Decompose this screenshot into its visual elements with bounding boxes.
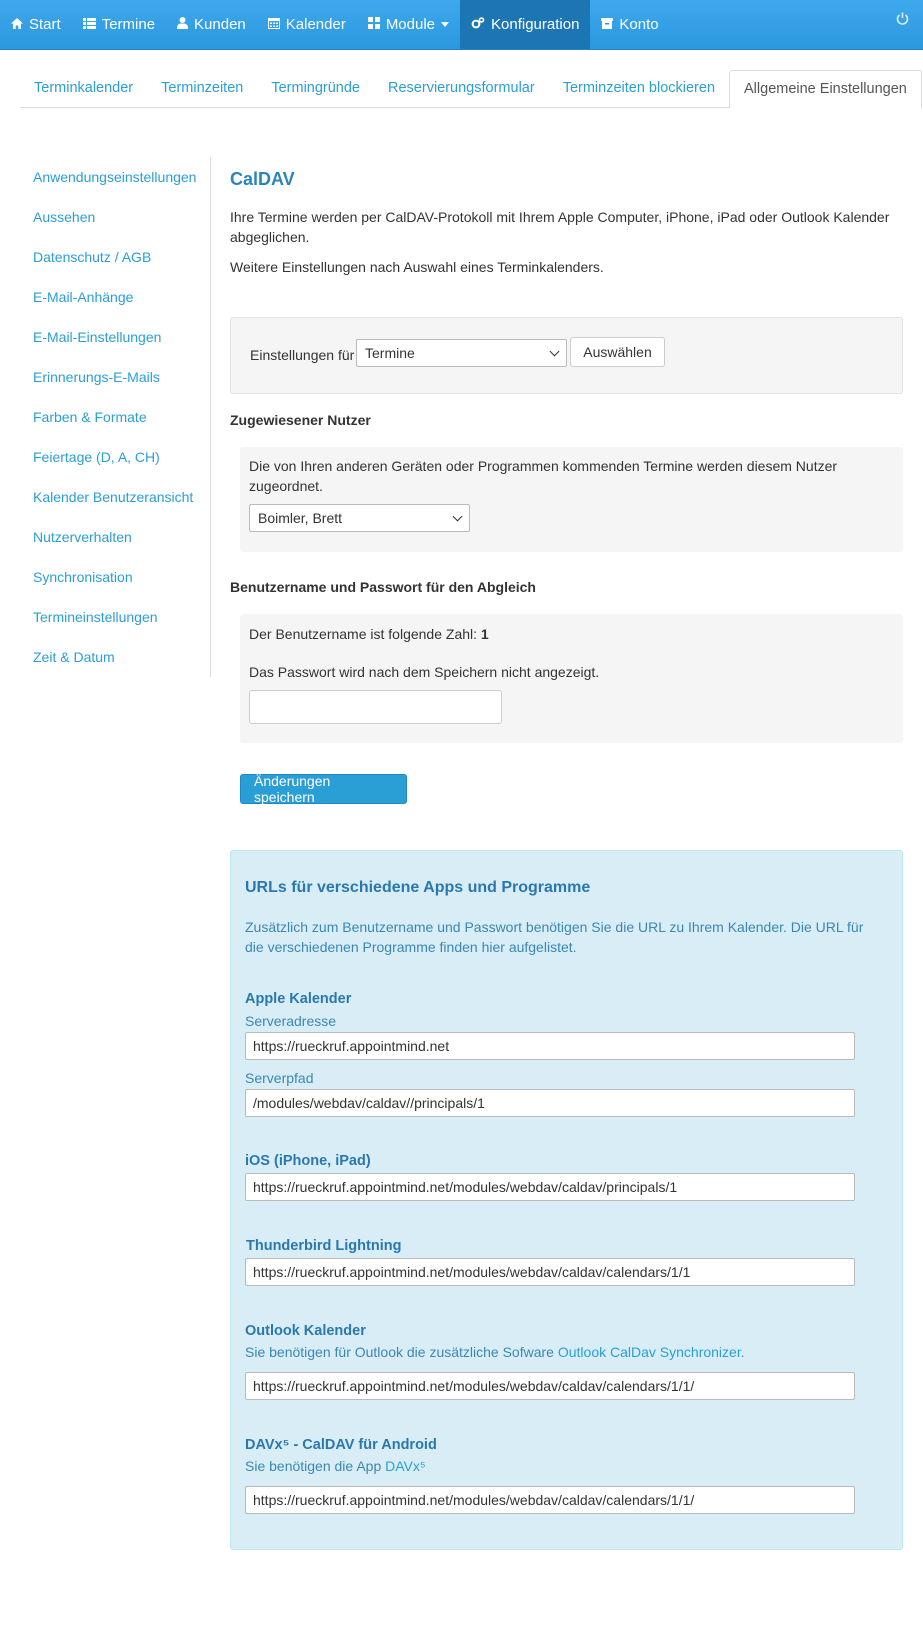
davx-url-field[interactable]: https://rueckruf.appointmind.net/modules/webdav/caldav/calendars/1/1/ [245, 1486, 855, 1514]
password-field[interactable] [249, 690, 502, 724]
assigned-user-select[interactable] [249, 504, 470, 532]
urls-info-box [230, 850, 903, 1550]
apple-server-field[interactable]: https://rueckruf.appointmind.net [245, 1032, 855, 1060]
ios-heading: iOS (iPhone, iPad) [245, 1153, 371, 1169]
list-icon [83, 17, 96, 32]
nav-module-label: Module [385, 16, 436, 33]
outlook-heading: Outlook Kalender [245, 1323, 366, 1339]
calendar-select[interactable] [356, 339, 567, 367]
nav-konfiguration-label: Konfiguration [491, 16, 580, 33]
calendar-select-value: Termine [365, 345, 415, 361]
account-icon [601, 17, 613, 32]
sidebar-item-email-einstellungen[interactable]: E-Mail-Einstellungen [33, 329, 162, 345]
chevron-down-icon [550, 346, 560, 356]
thunderbird-url-field[interactable]: https://rueckruf.appointmind.net/modules/webdav/caldav/calendars/1/1 [245, 1258, 855, 1286]
chevron-down-icon [441, 22, 449, 27]
main-content [230, 157, 903, 1508]
tab-allgemeine-einstellungen[interactable]: Allgemeine Einstellungen [729, 70, 922, 109]
credentials-well [240, 614, 903, 743]
tab-terminzeiten-blockieren[interactable]: Terminzeiten blockieren [562, 80, 716, 96]
apple-server-label: Serveradresse [245, 1013, 337, 1029]
username-value: 1 [480, 626, 489, 642]
sidebar-item-aussehen[interactable]: Aussehen [33, 209, 96, 225]
sidebar-item-email-anhaenge[interactable]: E-Mail-Anhänge [33, 289, 134, 305]
chevron-down-icon [453, 511, 463, 521]
save-button[interactable]: Änderungen speichern [240, 774, 407, 804]
assigned-user-value: Boimler, Brett [258, 510, 343, 526]
nav-konto-label: Konto [619, 16, 659, 33]
nav-kalender[interactable] [257, 0, 357, 49]
sidebar-item-kalender-benutzeransicht[interactable]: Kalender Benutzeransicht [33, 489, 194, 505]
select-button[interactable]: Auswählen [570, 337, 665, 367]
urls-intro: Zusätzlich zum Benutzername und Passwort benötigen Sie die URL zu Ihrem Kalender. Die URL für die verschiedenen Programme finden hier aufgelistet. [245, 919, 864, 955]
gears-icon [471, 17, 485, 32]
tab-terminzeiten[interactable]: Terminzeiten [161, 80, 244, 96]
tab-reservierungsformular[interactable]: Reservierungsformular [388, 80, 535, 96]
tab-terminkalender[interactable]: Terminkalender [34, 80, 134, 96]
settings-sidebar [20, 157, 211, 677]
sidebar-item-erinnerungs-emails[interactable]: Erinnerungs-E-Mails [33, 369, 160, 385]
davx-link[interactable]: DAVx⁵ [385, 1458, 426, 1474]
nav-termine[interactable] [72, 0, 166, 49]
tab-termingruende[interactable]: Termingründe [271, 80, 361, 96]
nav-kunden[interactable] [166, 0, 257, 49]
home-icon [11, 17, 23, 32]
sidebar-item-nutzerverhalten[interactable]: Nutzerverhalten [33, 529, 132, 545]
sidebar-item-feiertage[interactable]: Feiertage (D, A, CH) [33, 449, 160, 465]
user-icon [177, 17, 188, 32]
settings-for-label: Einstellungen für [250, 347, 355, 363]
assigned-user-text: Die von Ihren anderen Geräten oder Programmen kommenden Termine werden diesem Nutzer zugeordnet. [249, 458, 838, 494]
sidebar-item-datenschutz[interactable]: Datenschutz / AGB [33, 249, 152, 265]
page-title: CalDAV [230, 169, 295, 189]
nav-kunden-label: Kunden [194, 16, 246, 33]
username-text: Der Benutzername ist folgende Zahl: [249, 626, 478, 642]
sidebar-item-anwendungseinstellungen[interactable]: Anwendungseinstellungen [33, 169, 197, 185]
outlook-note-text: Sie benötigen für Outlook die zusätzliche Sofware [245, 1344, 554, 1360]
nav-konfiguration[interactable] [460, 0, 590, 49]
nav-kalender-label: Kalender [285, 16, 346, 33]
username-line [249, 626, 489, 642]
power-icon[interactable] [896, 12, 909, 29]
davx-heading: DAVx⁵ - CalDAV für Android [245, 1437, 437, 1453]
calendar-select-well [230, 317, 903, 394]
outlook-synchronizer-link[interactable]: Outlook CalDav Synchronizer. [557, 1344, 745, 1360]
sidebar-item-synchronisation[interactable]: Synchronisation [33, 569, 133, 585]
sidebar-item-termineinstellungen[interactable]: Termineinstellungen [33, 609, 158, 625]
nav-konto[interactable] [590, 0, 669, 49]
sidebar-item-farben-formate[interactable]: Farben & Formate [33, 409, 147, 425]
thunderbird-heading: Thunderbird Lightning [246, 1238, 402, 1254]
assigned-user-heading: Zugewiesener Nutzer [230, 412, 371, 428]
nav-termine-label: Termine [101, 16, 156, 33]
nav-module-dropdown[interactable] [357, 0, 460, 49]
password-text: Das Passwort wird nach dem Speichern nicht angezeigt. [249, 664, 600, 680]
grid-icon [368, 17, 380, 32]
nav-start[interactable] [0, 0, 72, 49]
outlook-note [245, 1344, 745, 1360]
apple-heading: Apple Kalender [245, 991, 352, 1007]
assigned-user-well [240, 447, 903, 552]
urls-heading: URLs für verschiedene Apps und Programme [245, 879, 591, 896]
sidebar-item-zeit-datum[interactable]: Zeit & Datum [33, 649, 115, 665]
apple-path-label: Serverpfad [245, 1070, 314, 1086]
davx-note [245, 1458, 426, 1474]
ios-url-field[interactable]: https://rueckruf.appointmind.net/modules/webdav/caldav/principals/1 [245, 1173, 855, 1201]
top-navbar [0, 0, 923, 50]
nav-start-label: Start [29, 16, 61, 33]
outlook-url-field[interactable]: https://rueckruf.appointmind.net/modules/webdav/caldav/calendars/1/1/ [245, 1372, 855, 1400]
davx-note-text: Sie benötigen die App [245, 1458, 382, 1474]
config-tabs [20, 70, 907, 108]
credentials-heading: Benutzername und Passwort für den Abgleich [230, 579, 536, 595]
calendar-icon [268, 17, 280, 32]
apple-path-field[interactable]: /modules/webdav/caldav//principals/1 [245, 1089, 855, 1117]
intro-text: Ihre Termine werden per CalDAV-Protokoll mit Ihrem Apple Computer, iPhone, iPad oder Outlook Kalender abgeglichen. [230, 209, 890, 245]
intro-text-2: Weitere Einstellungen nach Auswahl eines Terminkalenders. [230, 259, 604, 275]
